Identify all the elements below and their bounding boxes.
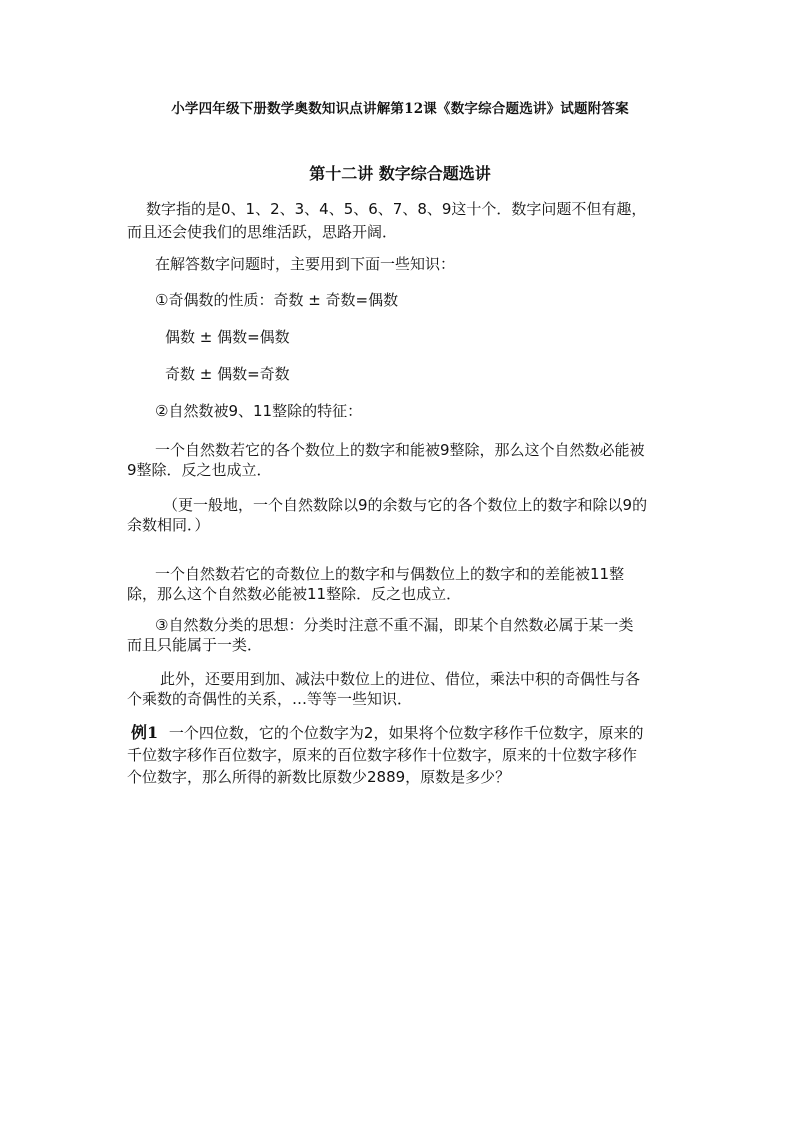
classification-line-2: 而且只能属于一类． [127,636,263,654]
intro-line-2: 而且还会使我们的思维活跃，思路开阔． [127,223,398,241]
eleven-rule-line-2: 除，那么这个自然数必能被11整除．反之也成立． [127,585,462,603]
document-title: 小学四年级下册数学奥数知识点讲解第12课《数字综合题选讲》试题附答案 [171,101,629,117]
eleven-rule-line-1: 一个自然数若它的奇数位上的数字和与偶数位上的数字和的差能被11整 [155,565,625,583]
intro-line-1: 数字指的是0、1、2、3、4、5、6、7、8、9这十个．数字问题不但有趣， [146,200,647,218]
additional-line-2: 个乘数的奇偶性的关系，…等等一些知识． [127,690,413,708]
example-1-line-1 [131,723,643,743]
parity-rule-3: 奇数 ± 偶数=奇数 [165,365,290,383]
nine-rule-line-1: 一个自然数若它的各个数位上的数字和能被9整除，那么这个自然数必能被 [155,441,645,459]
knowledge-intro: 在解答数字问题时，主要用到下面一些知识： [155,255,456,273]
general-rule-line-2: 余数相同．） [127,516,210,534]
lecture-heading: 第十二讲 数字综合题选讲 [309,164,491,183]
example-1-text: 一个四位数，它的个位数字为2，如果将个位数字移作千位数字，原来的 [168,724,644,742]
general-rule-line-1: （更一般地，一个自然数除以9的余数与它的各个数位上的数字和除以9的 [163,496,648,514]
example-1-line-2: 千位数字移作百位数字，原来的百位数字移作十位数字，原来的十位数字移作 [127,746,638,764]
parity-rule-1: ①奇偶数的性质：奇数 ± 奇数=偶数 [155,291,399,309]
example-1-line-3: 个位数字，那么所得的新数比原数少2889，原数是多少？ [127,768,511,786]
divisibility-heading: ②自然数被9、11整除的特征： [155,402,363,420]
example-1-label: 例1 [131,723,159,742]
additional-line-1: 此外，还要用到加、减法中数位上的进位、借位，乘法中积的奇偶性与各 [160,670,641,688]
nine-rule-line-2: 9整除．反之也成立． [127,461,272,479]
classification-line-1: ③自然数分类的思想：分类时注意不重不漏，即某个自然数必属于某一类 [155,616,634,634]
parity-rule-2: 偶数 ± 偶数=偶数 [165,328,290,346]
